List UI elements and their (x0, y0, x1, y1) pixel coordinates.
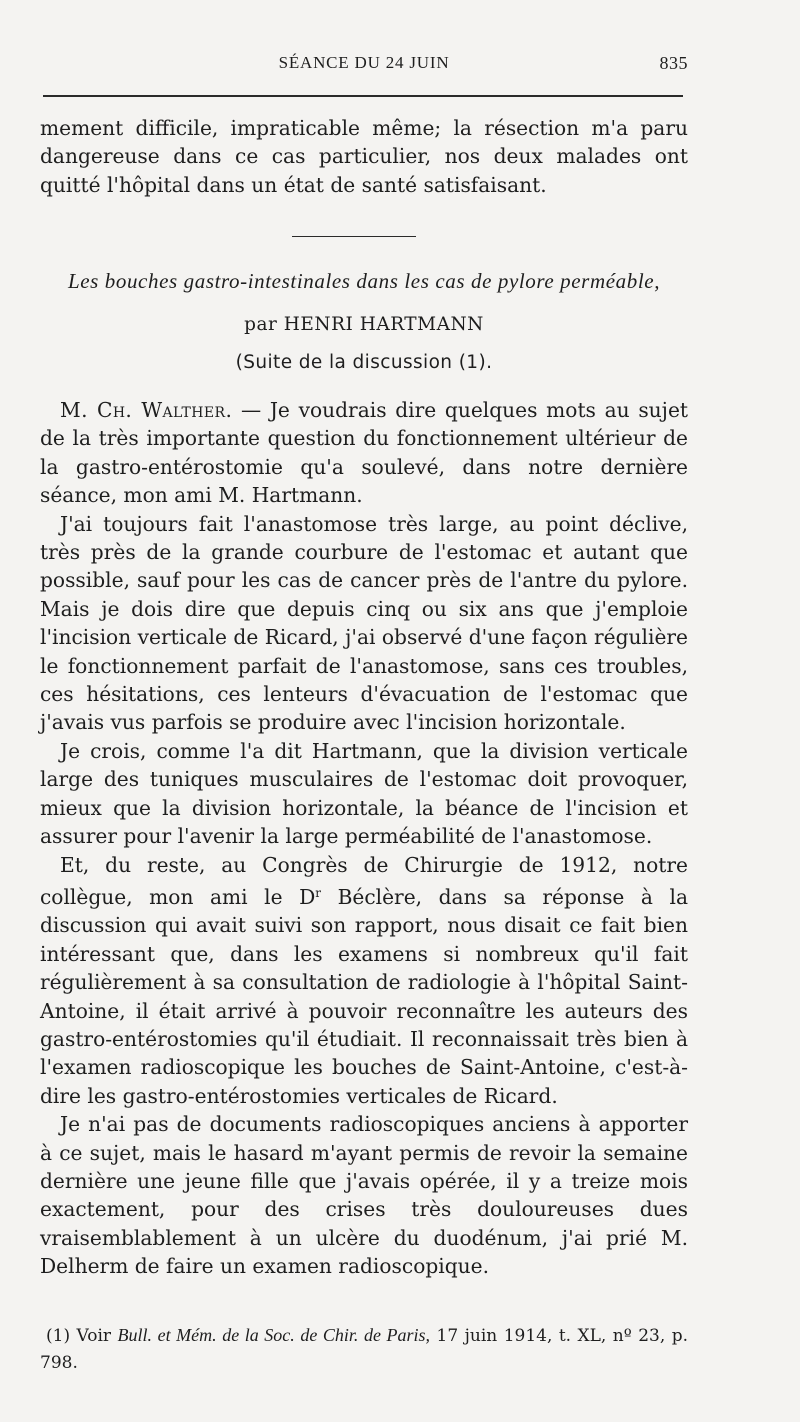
footnote-marker: (1) Voir (46, 1326, 112, 1346)
discussion-body (40, 396, 688, 1281)
running-header (40, 53, 688, 81)
paragraph-1-text: — Je voudrais dire quelques mots au sujet de la très importante question du fonctionnement ultérieur de la gastro-entérostomie qu'a soulevé, dans notre dernière séance, mon ami M. Hartmann. (40, 398, 689, 508)
paragraph-3: Je crois, comme l'a dit Hartmann, que la division verticale large des tuniques musculaires de l'estomac doit provoquer, mieux que la division horizontale, la béance de l'incision et assurer pour l'avenir la large perméabilité de l'anastomose. (40, 738, 688, 849)
header-rule (43, 95, 683, 97)
page-number: 835 (659, 53, 688, 73)
running-header-title: SÉANCE DU 24 JUIN (278, 53, 450, 72)
paragraph-2: J'ai toujours fait l'anastomose très large, au point déclive, très près de la grande courbure de l'estomac et autant que possible, sauf pour les cas de cancer près de l'antre du pylore. Mais je dois dire que depuis cinq ou six ans que j'emploie l'incision verticale de Ricard, j'ai observé d'une façon régulière le fonctionnement parfait de l'anastomose, sans ces troubles, ces hésitations, ces lenteurs d'évacuation de l'estomac que j'avais vus parfois se produire avec l'incision horizontale. (40, 511, 688, 735)
paragraph-4 (40, 851, 688, 1111)
paragraph-5: Je n'ai pas de documents radioscopiques anciens à apporter à ce sujet, mais le hasard m'ayant permis de revoir la semaine dernière une jeune fille que j'avais opérée, il y a treize mois exactement, pour des crises très douloureuses dues vraisemblablement à un ulcère du duodénum, j'ai prié M. Delherm de faire un examen radioscopique. (40, 1112, 688, 1279)
footnote-text (40, 1322, 688, 1377)
section-separator (292, 236, 416, 237)
footnote-source: Bull. et Mém. de la Soc. de Chir. de Paris, (117, 1325, 431, 1345)
section-subtitle: (Suite de la discussion (1). (235, 352, 493, 373)
continued-paragraph-text: mement difficile, impraticable même; la résection m'a paru dangereuse dans ce cas particulier, nos deux malades ont quitté l'hôpital dans un état de santé satisfaisant. (40, 116, 688, 197)
footnote (40, 1322, 688, 1377)
section-title: Les bouches gastro-intestinales dans les cas de pylore perméable, (67, 269, 661, 293)
speaker-name: M. Ch. Walther. (60, 398, 233, 422)
section-byline: par HENRI HARTMANN (244, 314, 484, 335)
paragraph-1 (40, 396, 688, 510)
continued-paragraph (40, 114, 688, 199)
footnote-details: 17 juin 1914, t. XL, nº 23, p. 798. (40, 1326, 689, 1373)
paragraph-4-rest: Béclère, dans sa réponse à la discussion qui avait suivi son rapport, nous disait ce fait bien intéressant que, dans les examens si nombreux qu'il fait régulièrement à sa consultation de radiologie à l'hôpital Saint-Antoine, il était arrivé à pouvoir reconnaître les auteurs des gastro-entérostomies qu'il étudiait. Il reconnaissait très bien à l'examen radioscopique les bouches de Saint-Antoine, c'est-à-dire les gastro-entérostomies verticales de Ricard. (40, 884, 688, 1108)
paragraph-4-start: Et, du reste, au Congrès de Chirurgie de 1912, notre collègue, mon ami le D (40, 852, 688, 909)
doctor-abbrev-sup: r (315, 885, 322, 900)
